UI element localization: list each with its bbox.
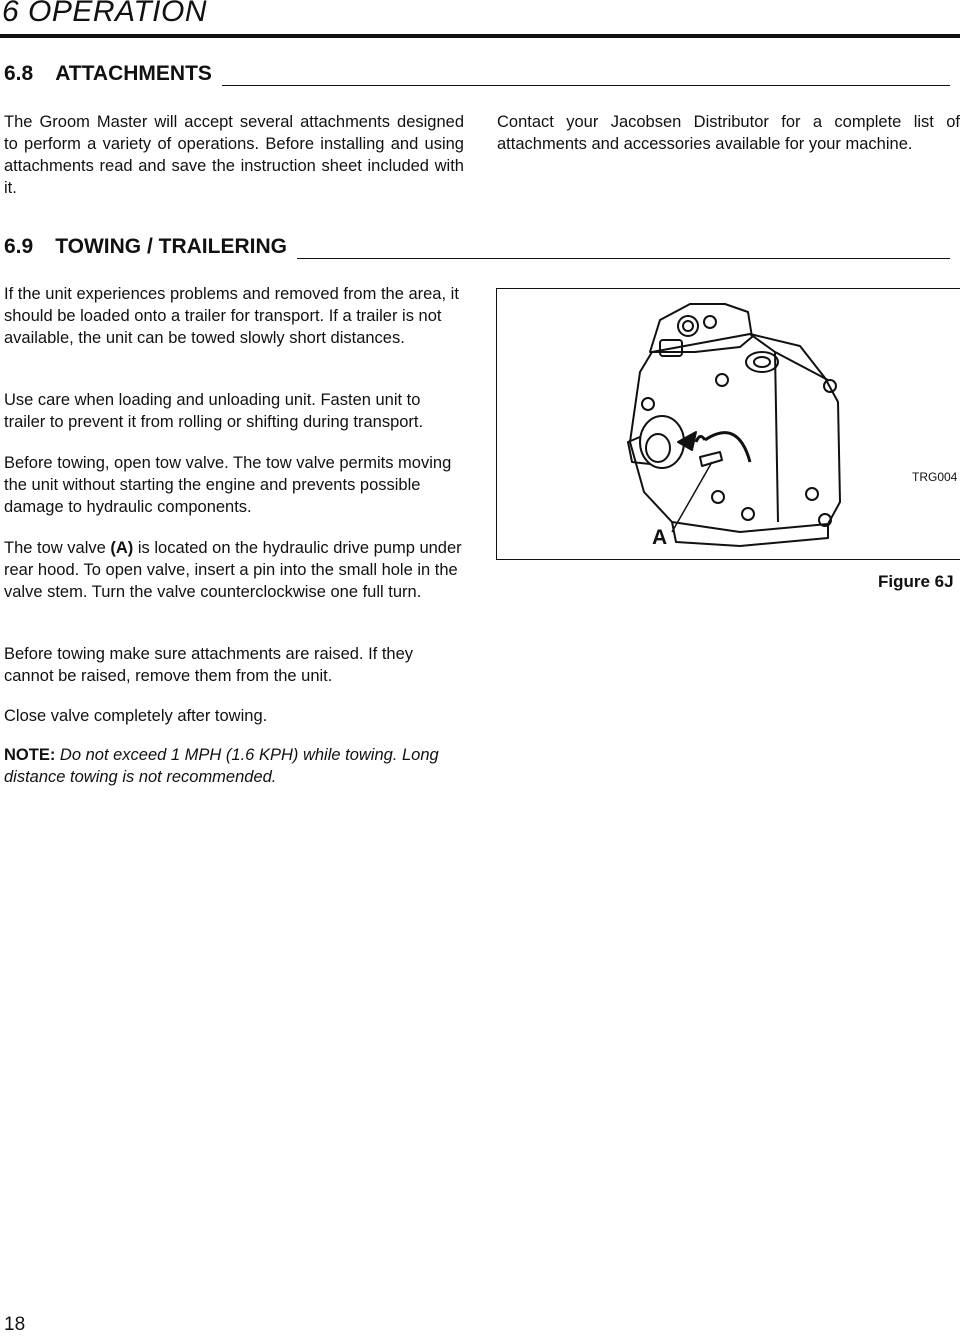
- callout-ref: (A): [110, 539, 134, 557]
- towing-paragraph-1: If the unit experiences problems and removed from the area, it should be loaded onto a trailer for transport. If a trailer is not available, the unit can be towed slowly short distances.: [4, 285, 459, 347]
- hydraulic-pump-illustration: [600, 292, 900, 550]
- towing-note: [4, 744, 466, 788]
- section-title: ATTACHMENTS: [55, 62, 212, 85]
- attachments-contact-paragraph: Contact your Jacobsen Distributor for a complete list of attachments and accessories available for your machine.: [497, 113, 960, 153]
- attachments-paragraph: The Groom Master will accept several attachments designed to perform a variety of operations. Before installing and using attachments read and save the instruction sheet included with it.: [4, 113, 464, 197]
- section-number: 6.9: [4, 235, 34, 258]
- page-header-title: 6 OPERATION: [2, 0, 207, 28]
- towing-paragraph-5: Before towing make sure attachments are raised. If they cannot be raised, remove them from the unit.: [4, 645, 414, 685]
- towing-paragraph-4: [4, 537, 464, 603]
- towing-paragraph-2: Use care when loading and unloading unit. Fasten unit to trailer to prevent it from rolling or shifting during transport.: [4, 391, 424, 431]
- heading-rule: [222, 67, 950, 86]
- figure-code: TRG004: [912, 470, 958, 484]
- towing-paragraph-6: Close valve completely after towing.: [4, 707, 268, 725]
- section-heading-attachments: [4, 62, 950, 86]
- section-title: TOWING / TRAILERING: [55, 235, 287, 258]
- section-number: 6.8: [4, 62, 34, 85]
- text: is located on the hydraulic drive pump under rear hood. To open valve, insert a pin into the small hole in the valve stem. Turn the valve counterclockwise one full turn.: [4, 539, 462, 601]
- text: The tow valve: [4, 539, 111, 557]
- note-text: Do not exceed 1 MPH (1.6 KPH) while towing. Long distance towing is not recommended.: [4, 746, 439, 786]
- towing-paragraph-3: Before towing, open tow valve. The tow valve permits moving the unit without starting the engine and prevents possible damage to hydraulic components.: [4, 454, 452, 516]
- figure-caption: Figure 6J: [878, 572, 954, 591]
- page-number: 18: [4, 1314, 26, 1335]
- callout-label-a: A: [652, 526, 668, 549]
- note-label: NOTE:: [4, 746, 56, 764]
- header-rule: [0, 34, 960, 38]
- heading-rule: [297, 240, 950, 259]
- section-heading-towing: [4, 235, 950, 259]
